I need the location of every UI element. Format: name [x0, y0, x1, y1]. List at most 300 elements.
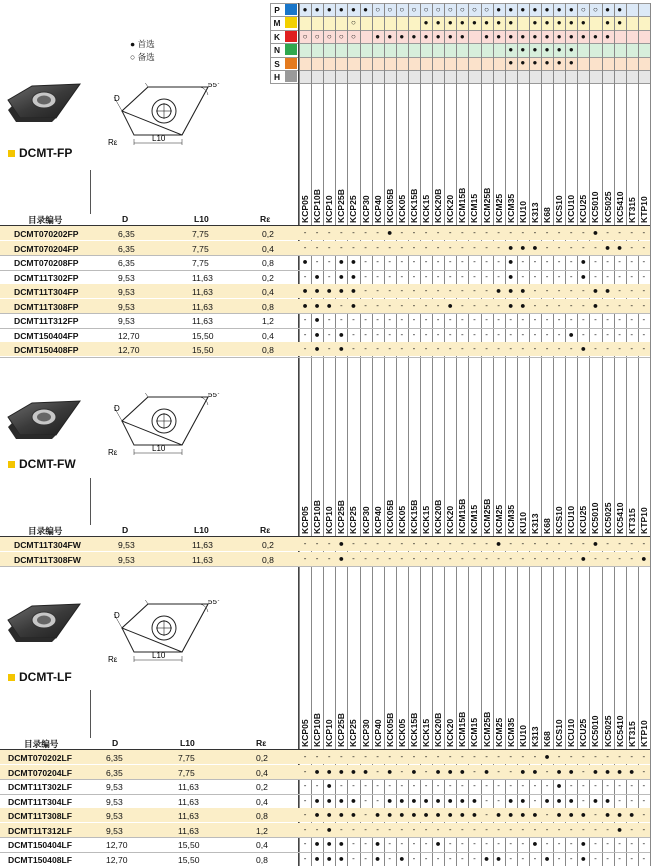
iso-cell: ●	[387, 31, 393, 41]
cell-d: 6,35	[118, 229, 135, 239]
iso-cell: ○	[580, 4, 586, 14]
grade-availability-mark: -	[569, 257, 573, 267]
grade-availability-mark: -	[594, 839, 597, 849]
grade-availability-mark: ●	[338, 538, 345, 549]
grade-availability-mark: -	[424, 228, 428, 238]
grade-availability-mark: -	[461, 300, 464, 310]
grade-availability-mark: -	[521, 553, 525, 563]
iso-cell: ●	[605, 4, 610, 14]
iso-cell: ●	[556, 18, 562, 28]
grade-availability-mark: -	[327, 257, 331, 267]
grade-availability-mark: -	[533, 271, 537, 281]
grade-availability-mark: -	[521, 752, 525, 762]
grade-availability-mark: -	[606, 853, 609, 863]
grade-availability-mark: ●	[314, 809, 320, 820]
header-l10: L10	[194, 525, 209, 535]
grade-column-header: KT315	[626, 508, 637, 534]
cell-d: 9,53	[118, 554, 135, 565]
iso-row-divider	[270, 70, 650, 71]
grade-availability-mark: -	[473, 242, 476, 252]
iso-cell: ●	[459, 31, 465, 41]
grade-availability-mark: -	[400, 824, 404, 834]
grade-availability-mark: ●	[471, 809, 478, 820]
cell-d: 9,53	[106, 825, 123, 836]
grade-availability-mark: -	[461, 228, 464, 238]
grade-availability-mark: -	[557, 553, 561, 563]
grade-column-header: KCK05	[396, 505, 407, 534]
grade-availability-mark: -	[364, 228, 367, 238]
grade-availability-mark: -	[594, 752, 597, 762]
grade-column-header: KCK20	[445, 194, 456, 223]
cell-l10: 7,75	[192, 258, 209, 268]
grade-availability-mark: -	[327, 228, 331, 238]
grade-column-header: KCU10	[566, 718, 577, 747]
grade-availability-mark: ●	[580, 271, 587, 282]
grade-availability-mark: -	[376, 795, 379, 805]
table-row-highlight	[0, 823, 650, 837]
grade-availability-mark: -	[569, 300, 573, 310]
grade-availability-mark: -	[618, 228, 621, 238]
grade-availability-mark: -	[352, 853, 355, 863]
grade-availability-mark: -	[448, 853, 452, 863]
grade-column-header: KU10	[517, 725, 528, 747]
grade-availability-mark: -	[582, 329, 585, 339]
grade-availability-mark: ●	[411, 809, 417, 820]
grade-column-header: KCM15B	[457, 711, 468, 747]
legend-alternative: ○ 备选	[130, 52, 155, 62]
grade-availability-mark: -	[533, 344, 537, 354]
grade-availability-mark: ●	[616, 242, 623, 253]
iso-cell: ●	[484, 31, 489, 41]
grade-availability-mark: -	[388, 539, 392, 549]
grade-availability-mark: -	[497, 766, 500, 776]
grade-availability-mark: -	[436, 539, 440, 549]
grade-column-header: KCP10	[324, 195, 335, 223]
grade-availability-mark: ●	[592, 538, 599, 549]
grade-availability-mark: ●	[326, 838, 332, 849]
grade-availability-mark: ●	[604, 795, 611, 806]
grade-availability-mark: ●	[508, 271, 514, 282]
grade-availability-mark: ●	[592, 795, 599, 806]
grade-availability-mark: -	[303, 824, 307, 834]
grade-availability-mark: -	[448, 539, 452, 549]
grade-availability-mark: -	[594, 344, 597, 354]
cell-re: 0,2	[256, 753, 268, 763]
grade-availability-mark: ●	[314, 766, 320, 777]
grade-availability-mark: -	[485, 271, 488, 281]
grade-availability-mark: -	[436, 242, 440, 252]
grade-availability-mark: -	[424, 257, 428, 267]
cell-re: 0,4	[262, 287, 274, 297]
catalog-number: DCMT070204FP	[14, 243, 79, 254]
grade-availability-mark: ●	[520, 795, 526, 806]
grade-availability-mark: -	[340, 781, 343, 791]
grade-column-header: KCK05B	[384, 188, 395, 223]
grade-availability-mark: -	[388, 257, 392, 267]
cell-l10: 15,50	[192, 330, 214, 341]
grade-column-header: KCK20B	[433, 499, 444, 534]
grade-availability-mark: -	[497, 752, 500, 762]
grade-availability-mark: -	[594, 810, 597, 820]
grade-availability-mark: ●	[302, 300, 308, 311]
grade-availability-mark: -	[497, 795, 500, 805]
grade-availability-mark: -	[412, 553, 416, 563]
grade-column-header: KCP25	[348, 719, 359, 747]
grade-availability-mark: -	[557, 300, 561, 310]
grade-availability-mark: -	[376, 329, 379, 339]
grade-availability-mark: ●	[387, 766, 393, 777]
grade-column-header: KCM15	[469, 504, 480, 534]
grade-column-header: KCM15B	[457, 187, 468, 223]
grade-availability-mark: ●	[399, 853, 405, 864]
iso-cell: ●	[302, 4, 308, 14]
grade-availability-mark: -	[436, 300, 440, 310]
grade-availability-mark: -	[315, 553, 319, 563]
grade-availability-mark: -	[352, 553, 355, 563]
grade-availability-mark: -	[509, 752, 513, 762]
grade-availability-mark: -	[376, 344, 379, 354]
grade-availability-mark: -	[340, 228, 343, 238]
grade-availability-mark: -	[618, 286, 621, 296]
iso-cell: ●	[617, 4, 623, 14]
grade-availability-mark: ●	[641, 553, 647, 564]
grade-availability-mark: ●	[520, 766, 526, 777]
grade-availability-mark: -	[618, 853, 621, 863]
grade-availability-mark: -	[485, 553, 488, 563]
grade-availability-mark: -	[618, 553, 621, 563]
grade-availability-mark: -	[315, 781, 319, 791]
grade-availability-mark: -	[473, 228, 476, 238]
grade-availability-mark: -	[327, 242, 331, 252]
iso-cell: ●	[532, 31, 538, 41]
iso-color-swatch	[285, 58, 297, 69]
grade-availability-mark: -	[412, 539, 416, 549]
iso-cell: ●	[496, 31, 502, 41]
grade-availability-mark: -	[533, 539, 537, 549]
iso-cell: ●	[314, 4, 320, 14]
grade-availability-mark: -	[448, 781, 452, 791]
grade-availability-mark: -	[424, 300, 428, 310]
iso-cell: ○	[459, 4, 465, 14]
iso-cell: ●	[532, 44, 538, 54]
grade-availability-mark: -	[461, 329, 464, 339]
grade-availability-mark: -	[642, 344, 646, 354]
iso-cell: ○	[399, 4, 405, 14]
grade-availability-mark: -	[533, 824, 537, 834]
grade-availability-mark: -	[533, 781, 537, 791]
grade-availability-mark: -	[509, 839, 513, 849]
grade-availability-mark: -	[473, 315, 476, 325]
grade-availability-mark: -	[376, 271, 379, 281]
grade-availability-mark: -	[327, 539, 331, 549]
diagram-l10: L10	[152, 134, 166, 143]
grade-availability-mark: ●	[495, 809, 502, 820]
grade-availability-mark: -	[545, 228, 549, 238]
grade-availability-mark: ●	[326, 300, 332, 311]
grade-column-header: KCP10B	[312, 189, 323, 223]
grade-availability-mark: -	[533, 795, 537, 805]
cell-d: 12,70	[118, 330, 140, 341]
iso-tag: K	[273, 31, 281, 42]
grade-availability-mark: -	[388, 271, 392, 281]
grade-availability-mark: ●	[544, 751, 550, 762]
section-marker-icon	[8, 674, 15, 681]
iso-row-divider	[270, 16, 650, 17]
grade-availability-mark: ●	[350, 795, 357, 806]
grade-availability-mark: -	[461, 553, 464, 563]
grade-column-header: KCP25	[348, 506, 359, 534]
legend-preferred: ● 首选	[130, 39, 155, 49]
grade-availability-mark: -	[485, 539, 488, 549]
grade-availability-mark: ●	[520, 300, 526, 311]
grade-availability-mark: -	[412, 824, 416, 834]
grade-availability-mark: -	[497, 329, 500, 339]
grade-column-header: KC5025	[602, 715, 613, 747]
iso-cell: ●	[351, 4, 356, 14]
grade-availability-mark: -	[582, 300, 585, 310]
cell-l10: 11,63	[192, 554, 213, 565]
grade-availability-mark: -	[606, 553, 609, 563]
grade-availability-mark: -	[400, 344, 404, 354]
grade-availability-mark: -	[303, 752, 307, 762]
grade-availability-mark: -	[400, 286, 404, 296]
grade-availability-mark: -	[340, 242, 343, 252]
grade-availability-mark: -	[364, 839, 367, 849]
grade-availability-mark: -	[448, 553, 452, 563]
grade-availability-mark: -	[594, 553, 597, 563]
grade-availability-mark: -	[630, 824, 634, 834]
grade-availability-mark: ●	[314, 329, 320, 340]
grade-availability-mark: -	[485, 286, 488, 296]
table-row-highlight	[0, 552, 650, 566]
grade-availability-mark: ●	[592, 766, 599, 777]
grade-column-header: KCK15	[421, 194, 431, 223]
grade-availability-mark: -	[606, 300, 609, 310]
grade-availability-mark: ●	[374, 838, 381, 849]
section-title-text: DCMT-FW	[19, 457, 76, 471]
grade-availability-mark: -	[497, 257, 500, 267]
grade-availability-mark: -	[376, 539, 379, 549]
grade-availability-mark: -	[352, 752, 355, 762]
iso-cell: ●	[605, 31, 610, 41]
grade-availability-mark: -	[509, 344, 513, 354]
catalog-number: DCMT070204LF	[8, 767, 72, 778]
grade-availability-mark: -	[461, 242, 464, 252]
grade-availability-mark: -	[388, 853, 392, 863]
grade-column-header: KCM25B	[481, 711, 492, 747]
table-row-highlight	[0, 765, 650, 779]
grade-availability-mark: -	[412, 315, 416, 325]
grade-availability-mark: -	[303, 344, 307, 354]
grade-availability-mark: ●	[459, 809, 466, 820]
grade-availability-mark: -	[642, 271, 646, 281]
grade-availability-mark: ●	[338, 343, 345, 354]
grade-availability-mark: -	[521, 228, 525, 238]
grade-column-header: KC5010	[590, 715, 601, 747]
grade-availability-mark: -	[485, 257, 488, 267]
grade-availability-mark: -	[569, 315, 573, 325]
iso-cell: ●	[568, 44, 574, 54]
table-row-highlight	[0, 299, 650, 313]
grade-availability-mark: ●	[616, 766, 623, 777]
grade-column-header: KTP10	[638, 196, 649, 223]
grade-availability-mark: ●	[580, 838, 587, 849]
grade-availability-mark: ●	[532, 242, 538, 253]
grade-availability-mark: -	[618, 344, 621, 354]
grade-availability-mark: -	[630, 228, 634, 238]
grade-availability-mark: ●	[508, 242, 514, 253]
grade-availability-mark: -	[557, 286, 561, 296]
iso-cell: ●	[459, 18, 465, 28]
grade-availability-mark: ●	[350, 285, 357, 296]
grade-availability-mark: ●	[447, 795, 453, 806]
cell-d: 9,53	[118, 287, 135, 297]
grade-availability-mark: ●	[568, 766, 574, 777]
grade-availability-mark: ●	[326, 285, 332, 296]
iso-cell: ●	[556, 31, 562, 41]
grade-availability-mark: -	[315, 242, 319, 252]
grade-availability-mark: -	[642, 539, 646, 549]
grade-availability-mark: -	[400, 271, 404, 281]
grade-availability-mark: -	[618, 300, 621, 310]
grade-availability-mark: -	[448, 257, 452, 267]
grade-availability-mark: -	[533, 228, 537, 238]
iso-cell: ●	[447, 31, 453, 41]
grade-availability-mark: -	[485, 781, 488, 791]
grade-availability-mark: -	[388, 286, 392, 296]
grade-availability-mark: -	[461, 853, 464, 863]
iso-cell: ●	[544, 31, 550, 41]
grade-availability-mark: -	[412, 228, 416, 238]
grade-availability-mark: -	[594, 315, 597, 325]
grade-availability-mark: -	[557, 539, 561, 549]
cell-l10: 11,63	[178, 811, 199, 821]
header-divider	[90, 170, 91, 214]
grade-availability-mark: -	[327, 315, 331, 325]
catalog-number: DCMT11T304FP	[14, 287, 79, 297]
grade-availability-mark: -	[303, 781, 307, 791]
iso-cell: ●	[568, 4, 574, 14]
catalog-number: DCMT070202LF	[8, 753, 72, 763]
grade-availability-mark: ●	[447, 766, 453, 777]
grade-availability-mark: -	[497, 242, 500, 252]
grade-availability-mark: -	[412, 286, 416, 296]
grade-availability-mark: ●	[532, 838, 538, 849]
cell-re: 0,4	[256, 796, 268, 807]
diagram-d: D	[114, 404, 120, 413]
grade-column-header: KCM35	[505, 193, 516, 223]
iso-cell: ○	[472, 4, 477, 14]
iso-cell: ●	[556, 58, 562, 68]
grade-availability-mark: ●	[508, 795, 514, 806]
grade-availability-mark: -	[303, 539, 307, 549]
grade-availability-mark: -	[618, 271, 621, 281]
grade-availability-mark: -	[400, 766, 404, 776]
diagram-angle: 55°	[208, 600, 221, 606]
grade-availability-mark: -	[352, 824, 355, 834]
grade-availability-mark: -	[424, 329, 428, 339]
grade-availability-mark: -	[448, 242, 452, 252]
grade-column-header: KCK15	[421, 505, 431, 534]
header-d: D	[122, 214, 129, 224]
grade-availability-mark: -	[400, 228, 404, 238]
grade-availability-mark: ●	[556, 795, 562, 806]
grade-column-header: KCK15B	[408, 188, 419, 223]
grade-availability-mark: ●	[302, 285, 308, 296]
cell-re: 0,8	[262, 258, 274, 268]
header-catalog-number: 目录编号	[24, 739, 59, 749]
grade-availability-mark: -	[473, 271, 476, 281]
grade-column-header: KC5010	[590, 191, 601, 223]
grade-availability-mark: -	[461, 781, 464, 791]
grade-availability-mark: ●	[435, 766, 441, 777]
grade-availability-mark: -	[485, 752, 488, 762]
grade-availability-mark: -	[303, 271, 307, 281]
grade-availability-mark: ●	[326, 766, 332, 777]
grade-availability-mark: -	[582, 315, 585, 325]
grade-availability-mark: -	[606, 752, 609, 762]
grade-availability-mark: -	[509, 824, 513, 834]
grade-availability-mark: ●	[338, 795, 345, 806]
grade-availability-mark: ●	[314, 271, 320, 282]
catalog-number: DCMT11T308FW	[14, 554, 81, 565]
grade-availability-mark: -	[473, 839, 476, 849]
grade-availability-mark: -	[473, 329, 476, 339]
grade-availability-mark: ●	[326, 780, 332, 791]
grade-availability-mark: -	[642, 839, 646, 849]
grade-availability-mark: -	[364, 553, 367, 563]
grade-availability-mark: -	[448, 228, 452, 238]
catalog-number: DCMT11T302LF	[8, 782, 72, 792]
grade-availability-mark: -	[545, 271, 549, 281]
grade-availability-mark: -	[521, 344, 525, 354]
grade-column-header: KCM15	[469, 717, 480, 747]
grade-availability-mark: -	[412, 752, 416, 762]
cell-d: 9,53	[118, 272, 135, 283]
iso-cell: ●	[508, 44, 514, 54]
iso-row-bg	[299, 57, 650, 70]
grade-availability-mark: -	[569, 242, 573, 252]
grade-availability-mark: -	[340, 300, 343, 310]
cell-re: 1,2	[256, 825, 268, 836]
grade-availability-mark: -	[303, 329, 307, 339]
grade-column-header: K68	[542, 518, 552, 534]
grade-availability-mark: -	[557, 752, 561, 762]
grade-availability-mark: -	[569, 344, 573, 354]
grade-availability-mark: ●	[350, 809, 357, 820]
grade-availability-mark: -	[533, 286, 537, 296]
iso-cell: ○	[314, 31, 320, 41]
grade-availability-mark: -	[412, 853, 416, 863]
grade-availability-mark: ●	[399, 795, 405, 806]
grade-column-header: KCP40	[372, 506, 383, 534]
grade-column-header: KCP10	[324, 506, 335, 534]
iso-cell: ●	[326, 4, 332, 14]
cell-d: 12,70	[106, 840, 128, 850]
grade-availability-mark: -	[412, 839, 416, 849]
grade-availability-mark: ●	[568, 795, 574, 806]
row-divider	[0, 837, 650, 838]
section-title	[8, 457, 76, 471]
cell-d: 9,53	[118, 540, 135, 550]
catalog-number: DCMT150404FP	[14, 330, 79, 341]
iso-cell: ●	[556, 44, 562, 54]
grade-availability-mark: -	[303, 242, 307, 252]
grade-availability-mark: -	[485, 242, 488, 252]
grade-availability-mark: -	[642, 300, 646, 310]
grade-availability-mark: -	[400, 539, 404, 549]
cell-d: 12,70	[106, 854, 128, 865]
